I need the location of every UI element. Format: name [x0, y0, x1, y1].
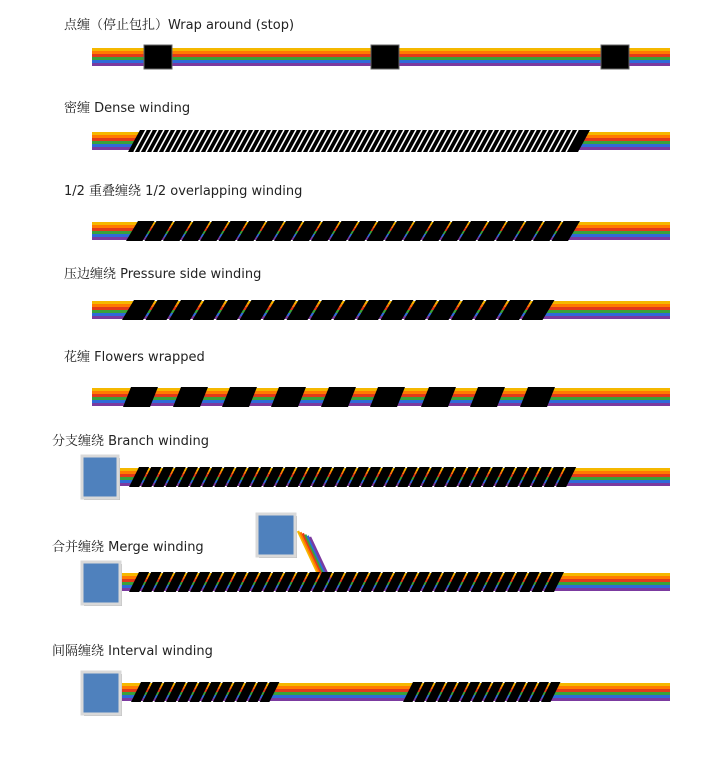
label-merge-winding: 合并缠绕 Merge winding	[52, 540, 204, 555]
connector-interval	[82, 672, 122, 716]
label-half-overlapping-winding: 1/2 重叠缠绕 1/2 overlapping winding	[64, 184, 303, 199]
tape-spot	[144, 45, 172, 69]
connector-box	[82, 672, 120, 714]
connector-box	[257, 514, 295, 556]
connector-box	[82, 562, 120, 604]
connector-merge-main	[82, 562, 122, 606]
label-branch-winding: 分支缠绕 Branch winding	[52, 434, 209, 449]
cable-stripe	[120, 695, 670, 698]
label-dense-winding: 密缠 Dense winding	[64, 101, 191, 116]
tape-spot	[601, 45, 629, 69]
label-flowers-wrapped: 花缠 Flowers wrapped	[64, 350, 205, 365]
label-pressure-side-winding: 压边缠绕 Pressure side winding	[64, 267, 262, 282]
connector-box	[82, 456, 118, 498]
connector-branch	[82, 456, 120, 500]
label-interval-winding: 间隔缠绕 Interval winding	[52, 644, 213, 659]
label-wrap-around: 点缠（停止包扎）Wrap around (stop)	[64, 18, 295, 33]
tape-spot	[371, 45, 399, 69]
connector-merge-branch	[257, 514, 297, 558]
